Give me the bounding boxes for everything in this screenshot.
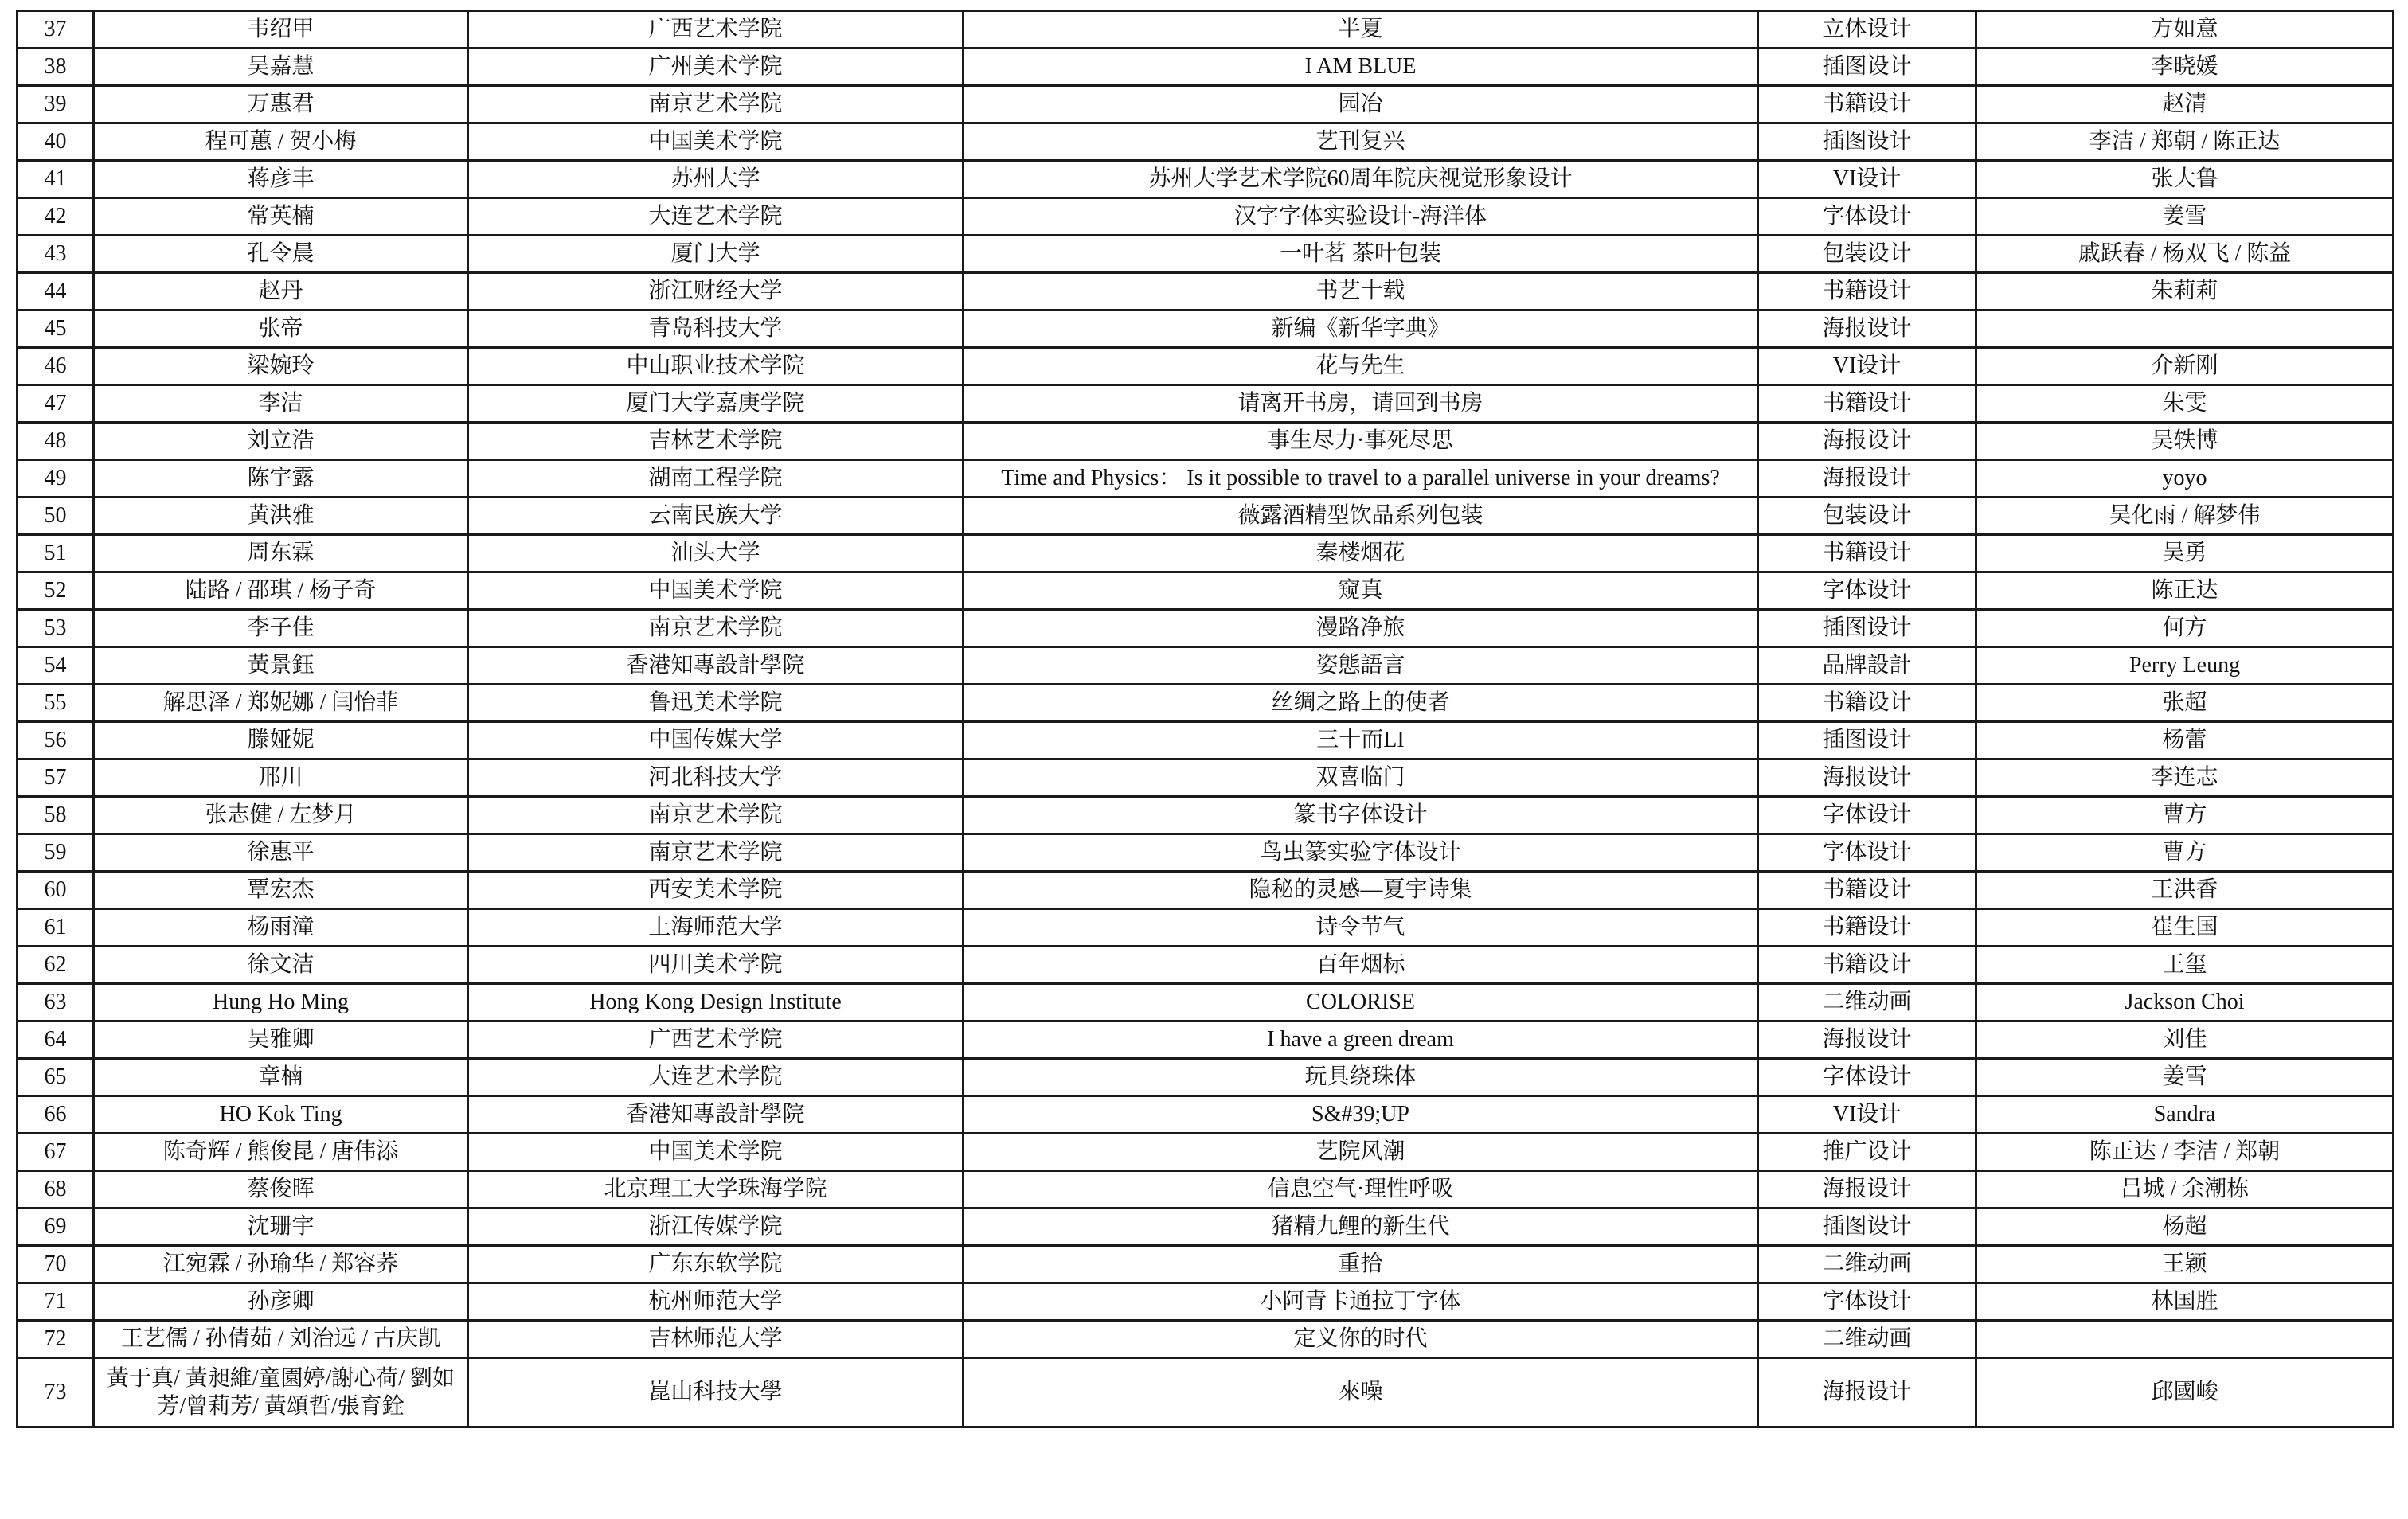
student-name-cell: 吴雅卿 — [94, 1021, 468, 1059]
category-cell: 二维动画 — [1758, 1246, 1976, 1283]
work-title-cell: 窥真 — [964, 572, 1758, 610]
school-cell: 湖南工程学院 — [468, 460, 964, 498]
table-row — [18, 161, 2394, 198]
advisor-cell: 崔生国 — [1976, 909, 2394, 947]
school-cell: 大连艺术学院 — [468, 198, 964, 236]
advisor-cell: 朱莉莉 — [1976, 273, 2394, 310]
work-title-cell: 汉字字体实验设计-海洋体 — [964, 198, 1758, 236]
row-number-cell: 45 — [18, 310, 94, 348]
row-number-cell: 38 — [18, 49, 94, 86]
row-number-cell: 42 — [18, 198, 94, 236]
school-cell: 上海师范大学 — [468, 909, 964, 947]
school-cell: 河北科技大学 — [468, 760, 964, 797]
row-number-cell: 37 — [18, 11, 94, 49]
category-cell: 字体设计 — [1758, 834, 1976, 872]
advisor-cell: yoyo — [1976, 460, 2394, 498]
category-cell: 品牌設計 — [1758, 647, 1976, 685]
row-number-cell: 43 — [18, 236, 94, 273]
table-row — [18, 49, 2394, 86]
student-name-cell: 韦绍甲 — [94, 11, 468, 49]
table-row — [18, 572, 2394, 610]
category-cell: 字体设计 — [1758, 1059, 1976, 1096]
category-cell: 字体设计 — [1758, 198, 1976, 236]
advisor-cell: 介新刚 — [1976, 348, 2394, 385]
row-number-cell: 41 — [18, 161, 94, 198]
school-cell: 广东东软学院 — [468, 1246, 964, 1283]
advisor-cell: Perry Leung — [1976, 647, 2394, 685]
work-title-cell: 一叶茗 茶叶包装 — [964, 236, 1758, 273]
student-name-cell: 解思泽 / 郑妮娜 / 闫怡菲 — [94, 685, 468, 722]
work-title-cell: 重拾 — [964, 1246, 1758, 1283]
work-title-cell: 双喜临门 — [964, 760, 1758, 797]
advisor-cell: 王洪香 — [1976, 872, 2394, 909]
category-cell: 海报设计 — [1758, 310, 1976, 348]
work-title-cell: 半夏 — [964, 11, 1758, 49]
row-number-cell: 70 — [18, 1246, 94, 1283]
work-title-cell: I AM BLUE — [964, 49, 1758, 86]
work-title-cell: 定义你的时代 — [964, 1321, 1758, 1358]
student-name-cell: 赵丹 — [94, 273, 468, 310]
school-cell: 厦门大学嘉庚学院 — [468, 385, 964, 423]
table-row — [18, 273, 2394, 310]
table-row — [18, 348, 2394, 385]
student-name-cell: 孔令晨 — [94, 236, 468, 273]
category-cell: 书籍设计 — [1758, 909, 1976, 947]
table-row — [18, 423, 2394, 460]
row-number-cell: 55 — [18, 685, 94, 722]
row-number-cell: 65 — [18, 1059, 94, 1096]
work-title-cell: 信息空气·理性呼吸 — [964, 1171, 1758, 1209]
student-name-cell: 周东霖 — [94, 535, 468, 572]
table-row — [18, 1134, 2394, 1171]
category-cell: 海报设计 — [1758, 1358, 1976, 1427]
table-row — [18, 685, 2394, 722]
work-title-cell: 小阿青卡通拉丁字体 — [964, 1283, 1758, 1321]
row-number-cell: 46 — [18, 348, 94, 385]
school-cell: 中国美术学院 — [468, 1134, 964, 1171]
row-number-cell: 67 — [18, 1134, 94, 1171]
student-name-cell: 陆路 / 邵琪 / 杨子奇 — [94, 572, 468, 610]
student-name-cell: 常英楠 — [94, 198, 468, 236]
row-number-cell: 58 — [18, 797, 94, 834]
advisor-cell: 姜雪 — [1976, 198, 2394, 236]
advisor-cell: 戚跃春 / 杨双飞 / 陈益 — [1976, 236, 2394, 273]
row-number-cell: 53 — [18, 610, 94, 647]
school-cell: 北京理工大学珠海学院 — [468, 1171, 964, 1209]
row-number-cell: 50 — [18, 498, 94, 535]
category-cell: 书籍设计 — [1758, 947, 1976, 984]
school-cell: 青岛科技大学 — [468, 310, 964, 348]
work-title-cell: 漫路净旅 — [964, 610, 1758, 647]
school-cell: Hong Kong Design Institute — [468, 984, 964, 1021]
work-title-cell: 书艺十载 — [964, 273, 1758, 310]
school-cell: 吉林师范大学 — [468, 1321, 964, 1358]
category-cell: 插图设计 — [1758, 1209, 1976, 1246]
table-row — [18, 1358, 2394, 1427]
student-name-cell: 邢川 — [94, 760, 468, 797]
work-title-cell: 玩具绕珠体 — [964, 1059, 1758, 1096]
student-name-cell: 杨雨潼 — [94, 909, 468, 947]
table-body — [18, 11, 2394, 1427]
table-row — [18, 872, 2394, 909]
advisor-cell: 刘佳 — [1976, 1021, 2394, 1059]
student-name-cell: HO Kok Ting — [94, 1096, 468, 1134]
advisor-cell: 吕城 / 余潮栋 — [1976, 1171, 2394, 1209]
advisor-cell: Sandra — [1976, 1096, 2394, 1134]
advisor-cell: 方如意 — [1976, 11, 2394, 49]
school-cell: 南京艺术学院 — [468, 610, 964, 647]
student-name-cell: 沈珊宇 — [94, 1209, 468, 1246]
student-name-cell: 万惠君 — [94, 86, 468, 123]
advisor-cell: 吴轶博 — [1976, 423, 2394, 460]
school-cell: 南京艺术学院 — [468, 834, 964, 872]
category-cell: 海报设计 — [1758, 423, 1976, 460]
table-row — [18, 760, 2394, 797]
student-name-cell: 徐文洁 — [94, 947, 468, 984]
row-number-cell: 64 — [18, 1021, 94, 1059]
school-cell: 西安美术学院 — [468, 872, 964, 909]
school-cell: 中山职业技术学院 — [468, 348, 964, 385]
row-number-cell: 44 — [18, 273, 94, 310]
work-title-cell: S&#39;UP — [964, 1096, 1758, 1134]
work-title-cell: Time and Physics： Is it possible to travel to a parallel universe in your dreams? — [964, 460, 1758, 498]
table-row — [18, 722, 2394, 760]
category-cell: 书籍设计 — [1758, 385, 1976, 423]
table-row — [18, 797, 2394, 834]
school-cell: 香港知專設計學院 — [468, 647, 964, 685]
work-title-cell: I have a green dream — [964, 1021, 1758, 1059]
table-row — [18, 310, 2394, 348]
school-cell: 广西艺术学院 — [468, 1021, 964, 1059]
category-cell: 立体设计 — [1758, 11, 1976, 49]
advisor-cell: 李晓媛 — [1976, 49, 2394, 86]
student-name-cell: 孙彦卿 — [94, 1283, 468, 1321]
advisor-cell: 张超 — [1976, 685, 2394, 722]
row-number-cell: 60 — [18, 872, 94, 909]
category-cell: 插图设计 — [1758, 123, 1976, 161]
category-cell: 包装设计 — [1758, 498, 1976, 535]
category-cell: 字体设计 — [1758, 572, 1976, 610]
row-number-cell: 62 — [18, 947, 94, 984]
school-cell: 南京艺术学院 — [468, 86, 964, 123]
table-row — [18, 834, 2394, 872]
advisor-cell: 吴勇 — [1976, 535, 2394, 572]
student-name-cell: 吴嘉慧 — [94, 49, 468, 86]
table-row — [18, 11, 2394, 49]
table-row — [18, 1171, 2394, 1209]
row-number-cell: 72 — [18, 1321, 94, 1358]
category-cell: 插图设计 — [1758, 722, 1976, 760]
table-row — [18, 984, 2394, 1021]
work-title-cell: 薇露酒精型饮品系列包装 — [964, 498, 1758, 535]
table-row — [18, 610, 2394, 647]
table-row — [18, 535, 2394, 572]
advisor-cell: 何方 — [1976, 610, 2394, 647]
school-cell: 浙江财经大学 — [468, 273, 964, 310]
student-name-cell: Hung Ho Ming — [94, 984, 468, 1021]
work-title-cell: 苏州大学艺术学院60周年院庆视觉形象设计 — [964, 161, 1758, 198]
work-title-cell: 三十而LI — [964, 722, 1758, 760]
work-title-cell: 请离开书房，请回到书房 — [964, 385, 1758, 423]
advisor-cell: 邱國峻 — [1976, 1358, 2394, 1427]
student-name-cell: 黃景鈺 — [94, 647, 468, 685]
student-name-cell: 李洁 — [94, 385, 468, 423]
row-number-cell: 54 — [18, 647, 94, 685]
student-name-cell: 陈奇辉 / 熊俊昆 / 唐伟添 — [94, 1134, 468, 1171]
advisor-cell: 朱雯 — [1976, 385, 2394, 423]
table-row — [18, 498, 2394, 535]
table-row — [18, 460, 2394, 498]
school-cell: 中国美术学院 — [468, 572, 964, 610]
advisor-cell: 曹方 — [1976, 834, 2394, 872]
row-number-cell: 52 — [18, 572, 94, 610]
advisor-cell — [1976, 310, 2394, 348]
award-roster-table — [16, 10, 2394, 1428]
advisor-cell: Jackson Choi — [1976, 984, 2394, 1021]
student-name-cell: 章楠 — [94, 1059, 468, 1096]
student-name-cell: 梁婉玲 — [94, 348, 468, 385]
category-cell: 推广设计 — [1758, 1134, 1976, 1171]
table-row — [18, 1283, 2394, 1321]
table-row — [18, 1209, 2394, 1246]
work-title-cell: 百年烟标 — [964, 947, 1758, 984]
table-row — [18, 947, 2394, 984]
table-row — [18, 909, 2394, 947]
school-cell: 汕头大学 — [468, 535, 964, 572]
table-row — [18, 1059, 2394, 1096]
row-number-cell: 56 — [18, 722, 94, 760]
student-name-cell: 徐惠平 — [94, 834, 468, 872]
category-cell: 海报设计 — [1758, 1171, 1976, 1209]
advisor-cell: 杨蕾 — [1976, 722, 2394, 760]
school-cell: 广州美术学院 — [468, 49, 964, 86]
table-row — [18, 1021, 2394, 1059]
work-title-cell: 事生尽力·事死尽思 — [964, 423, 1758, 460]
category-cell: 插图设计 — [1758, 610, 1976, 647]
advisor-cell — [1976, 1321, 2394, 1358]
student-name-cell: 刘立浩 — [94, 423, 468, 460]
work-title-cell: 艺刊复兴 — [964, 123, 1758, 161]
advisor-cell: 李连志 — [1976, 760, 2394, 797]
table-row — [18, 236, 2394, 273]
row-number-cell: 40 — [18, 123, 94, 161]
work-title-cell: 來噪 — [964, 1358, 1758, 1427]
category-cell: 二维动画 — [1758, 1321, 1976, 1358]
advisor-cell: 李洁 / 郑朝 / 陈正达 — [1976, 123, 2394, 161]
category-cell: 包装设计 — [1758, 236, 1976, 273]
table-row — [18, 647, 2394, 685]
category-cell: 书籍设计 — [1758, 535, 1976, 572]
row-number-cell: 73 — [18, 1358, 94, 1427]
category-cell: VI设计 — [1758, 348, 1976, 385]
advisor-cell: 陈正达 — [1976, 572, 2394, 610]
category-cell: 字体设计 — [1758, 797, 1976, 834]
school-cell: 厦门大学 — [468, 236, 964, 273]
category-cell: 书籍设计 — [1758, 86, 1976, 123]
work-title-cell: 花与先生 — [964, 348, 1758, 385]
table-row — [18, 1321, 2394, 1358]
student-name-cell: 王艺儒 / 孙倩茹 / 刘治远 / 古庆凯 — [94, 1321, 468, 1358]
category-cell: 书籍设计 — [1758, 273, 1976, 310]
work-title-cell: 艺院风潮 — [964, 1134, 1758, 1171]
school-cell: 四川美术学院 — [468, 947, 964, 984]
row-number-cell: 57 — [18, 760, 94, 797]
category-cell: 二维动画 — [1758, 984, 1976, 1021]
row-number-cell: 39 — [18, 86, 94, 123]
advisor-cell: 王颖 — [1976, 1246, 2394, 1283]
student-name-cell: 陈宇露 — [94, 460, 468, 498]
table-row — [18, 123, 2394, 161]
student-name-cell: 程可蕙 / 贺小梅 — [94, 123, 468, 161]
table-row — [18, 86, 2394, 123]
student-name-cell: 张志健 / 左梦月 — [94, 797, 468, 834]
work-title-cell: 猪精九鲤的新生代 — [964, 1209, 1758, 1246]
school-cell: 中国传媒大学 — [468, 722, 964, 760]
work-title-cell: 秦楼烟花 — [964, 535, 1758, 572]
row-number-cell: 47 — [18, 385, 94, 423]
student-name-cell: 李子佳 — [94, 610, 468, 647]
school-cell: 崑山科技大學 — [468, 1358, 964, 1427]
work-title-cell: 诗令节气 — [964, 909, 1758, 947]
student-name-cell: 覃宏杰 — [94, 872, 468, 909]
student-name-cell: 蔡俊晖 — [94, 1171, 468, 1209]
category-cell: 插图设计 — [1758, 49, 1976, 86]
table-row — [18, 1096, 2394, 1134]
advisor-cell: 赵清 — [1976, 86, 2394, 123]
category-cell: 海报设计 — [1758, 1021, 1976, 1059]
category-cell: 书籍设计 — [1758, 872, 1976, 909]
category-cell: 书籍设计 — [1758, 685, 1976, 722]
advisor-cell: 王玺 — [1976, 947, 2394, 984]
student-name-cell: 黃于真/ 黃昶維/童園婷/謝心荷/ 劉如芳/曾莉芳/ 黃頌哲/張育銓 — [94, 1358, 468, 1427]
school-cell: 南京艺术学院 — [468, 797, 964, 834]
row-number-cell: 59 — [18, 834, 94, 872]
row-number-cell: 68 — [18, 1171, 94, 1209]
student-name-cell: 黄洪雅 — [94, 498, 468, 535]
work-title-cell: 隐秘的灵感—夏宇诗集 — [964, 872, 1758, 909]
category-cell: 海报设计 — [1758, 460, 1976, 498]
school-cell: 吉林艺术学院 — [468, 423, 964, 460]
advisor-cell: 林国胜 — [1976, 1283, 2394, 1321]
advisor-cell: 吴化雨 / 解梦伟 — [1976, 498, 2394, 535]
advisor-cell: 杨超 — [1976, 1209, 2394, 1246]
row-number-cell: 61 — [18, 909, 94, 947]
student-name-cell: 张帝 — [94, 310, 468, 348]
work-title-cell: 园冶 — [964, 86, 1758, 123]
work-title-cell: 篆书字体设计 — [964, 797, 1758, 834]
work-title-cell: COLORISE — [964, 984, 1758, 1021]
advisor-cell: 曹方 — [1976, 797, 2394, 834]
row-number-cell: 48 — [18, 423, 94, 460]
work-title-cell: 丝绸之路上的使者 — [964, 685, 1758, 722]
category-cell: VI设计 — [1758, 161, 1976, 198]
school-cell: 杭州师范大学 — [468, 1283, 964, 1321]
row-number-cell: 71 — [18, 1283, 94, 1321]
work-title-cell: 姿態語言 — [964, 647, 1758, 685]
advisor-cell: 姜雪 — [1976, 1059, 2394, 1096]
row-number-cell: 51 — [18, 535, 94, 572]
row-number-cell: 66 — [18, 1096, 94, 1134]
category-cell: VI设计 — [1758, 1096, 1976, 1134]
table-row — [18, 385, 2394, 423]
category-cell: 字体设计 — [1758, 1283, 1976, 1321]
row-number-cell: 49 — [18, 460, 94, 498]
school-cell: 中国美术学院 — [468, 123, 964, 161]
school-cell: 大连艺术学院 — [468, 1059, 964, 1096]
table-row — [18, 198, 2394, 236]
school-cell: 云南民族大学 — [468, 498, 964, 535]
school-cell: 苏州大学 — [468, 161, 964, 198]
category-cell: 海报设计 — [1758, 760, 1976, 797]
student-name-cell: 江宛霖 / 孙瑜华 / 郑容荞 — [94, 1246, 468, 1283]
student-name-cell: 蒋彦丰 — [94, 161, 468, 198]
school-cell: 鲁迅美术学院 — [468, 685, 964, 722]
row-number-cell: 69 — [18, 1209, 94, 1246]
work-title-cell: 新编《新华字典》 — [964, 310, 1758, 348]
school-cell: 广西艺术学院 — [468, 11, 964, 49]
school-cell: 香港知專設計學院 — [468, 1096, 964, 1134]
advisor-cell: 陈正达 / 李洁 / 郑朝 — [1976, 1134, 2394, 1171]
work-title-cell: 鸟虫篆实验字体设计 — [964, 834, 1758, 872]
row-number-cell: 63 — [18, 984, 94, 1021]
student-name-cell: 滕娅妮 — [94, 722, 468, 760]
school-cell: 浙江传媒学院 — [468, 1209, 964, 1246]
table-row — [18, 1246, 2394, 1283]
advisor-cell: 张大鲁 — [1976, 161, 2394, 198]
